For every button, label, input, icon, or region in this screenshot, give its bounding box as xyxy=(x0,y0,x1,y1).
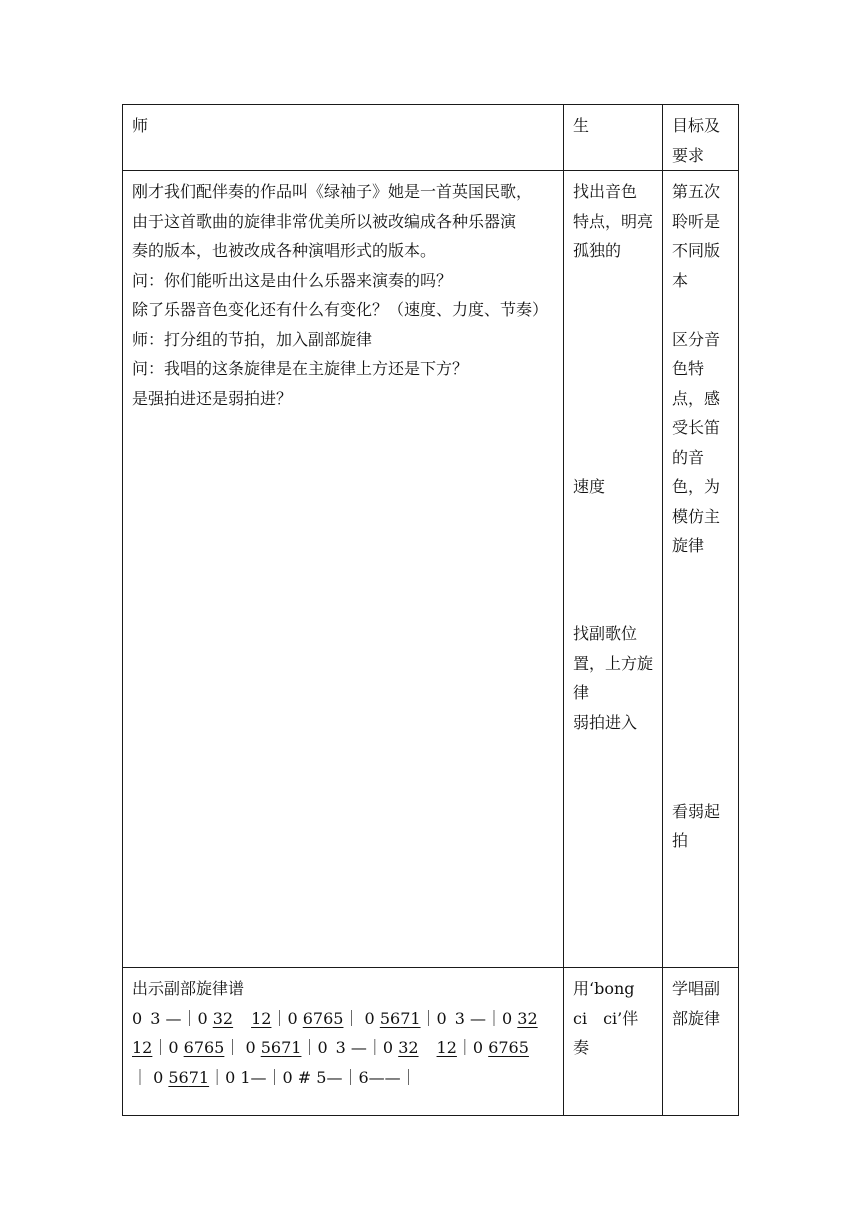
lesson-plan-table xyxy=(122,104,739,1116)
goal-line: 本 xyxy=(672,270,689,290)
goal-line: 聆听是 xyxy=(672,211,721,231)
teacher-line: 是强拍进还是弱拍进？ xyxy=(132,388,293,408)
teacher-line: 问：我唱的这条旋律是在主旋律上方还是下方？ xyxy=(132,359,469,378)
student-line: 弱拍进入 xyxy=(573,712,638,732)
teacher-header-label: 师 xyxy=(132,116,149,135)
goal-line: 的音 xyxy=(672,447,705,467)
student-line: 速度 xyxy=(573,476,606,496)
goal-header-line: 要求 xyxy=(672,145,705,165)
student-line: 孤独的 xyxy=(573,241,622,260)
teacher-line: 奏的版本，也被改成各种演唱形式的版本。 xyxy=(132,241,437,260)
lesson-row xyxy=(123,171,739,968)
score-student-line: 用‘bong xyxy=(573,979,635,998)
goal-line: 区分音 xyxy=(672,329,721,349)
goal-line: 第五次 xyxy=(672,182,721,201)
score-line: 12｜0 6765｜ 0 5671｜0 3 —｜0 32 12｜0 6765 xyxy=(132,1038,529,1057)
goal-header xyxy=(663,105,739,171)
goal-line: 看弱起 xyxy=(672,801,721,821)
student-cell xyxy=(564,171,663,968)
score-cell xyxy=(123,968,564,1116)
score-goal-line: 学唱副 xyxy=(672,979,721,998)
teacher-line: 师：打分组的节拍，加入副部旋律 xyxy=(132,329,373,349)
score-line: ｜ 0 5671｜0 1—｜0 # 5—｜6——｜ xyxy=(132,1067,417,1087)
teacher-line: 除了乐器音色变化还有什么有变化？（速度、力度、节奏） xyxy=(132,300,549,319)
teacher-cell xyxy=(123,171,564,968)
goal-line: 不同版 xyxy=(672,241,721,260)
goal-cell xyxy=(663,171,739,968)
student-line: 找出音色 xyxy=(573,182,638,201)
goal-line: 拍 xyxy=(672,831,689,850)
score-title: 出示副部旋律谱 xyxy=(132,979,245,998)
goal-header-line: 目标及 xyxy=(672,116,721,135)
student-header xyxy=(564,105,663,171)
score-goal-cell xyxy=(663,968,739,1116)
teacher-header xyxy=(123,105,564,171)
score-student-line: 奏 xyxy=(573,1038,590,1057)
goal-line: 色，为 xyxy=(672,477,721,496)
score-goal-line: 部旋律 xyxy=(672,1008,721,1028)
goal-line: 点，感 xyxy=(672,388,721,408)
teacher-line: 问：你们能听出这是由什么乐器来演奏的吗？ xyxy=(132,270,453,290)
teacher-line: 由于这首歌曲的旋律非常优美所以被改编成各种乐器演 xyxy=(132,211,517,231)
goal-line: 受长笛 xyxy=(672,418,721,437)
goal-line: 模仿主 xyxy=(672,506,721,526)
score-student-cell xyxy=(564,968,663,1116)
student-line: 律 xyxy=(573,683,590,702)
score-student-line: ci ci’伴 xyxy=(573,1008,639,1028)
student-line: 特点，明亮 xyxy=(573,211,654,231)
teacher-line: 刚才我们配伴奏的作品叫《绿袖子》她是一首英国民歌， xyxy=(132,182,533,201)
score-row xyxy=(123,968,739,1116)
goal-line: 色特 xyxy=(672,359,705,378)
student-line: 置，上方旋 xyxy=(573,653,654,673)
student-header-label: 生 xyxy=(573,116,590,135)
header-row xyxy=(123,105,739,171)
goal-line: 旋律 xyxy=(672,536,705,555)
score-line: 0 3 —｜0 32 12｜0 6765｜ 0 5671｜0 3 —｜0 32 xyxy=(132,1008,538,1028)
student-line: 找副歌位 xyxy=(573,624,638,643)
